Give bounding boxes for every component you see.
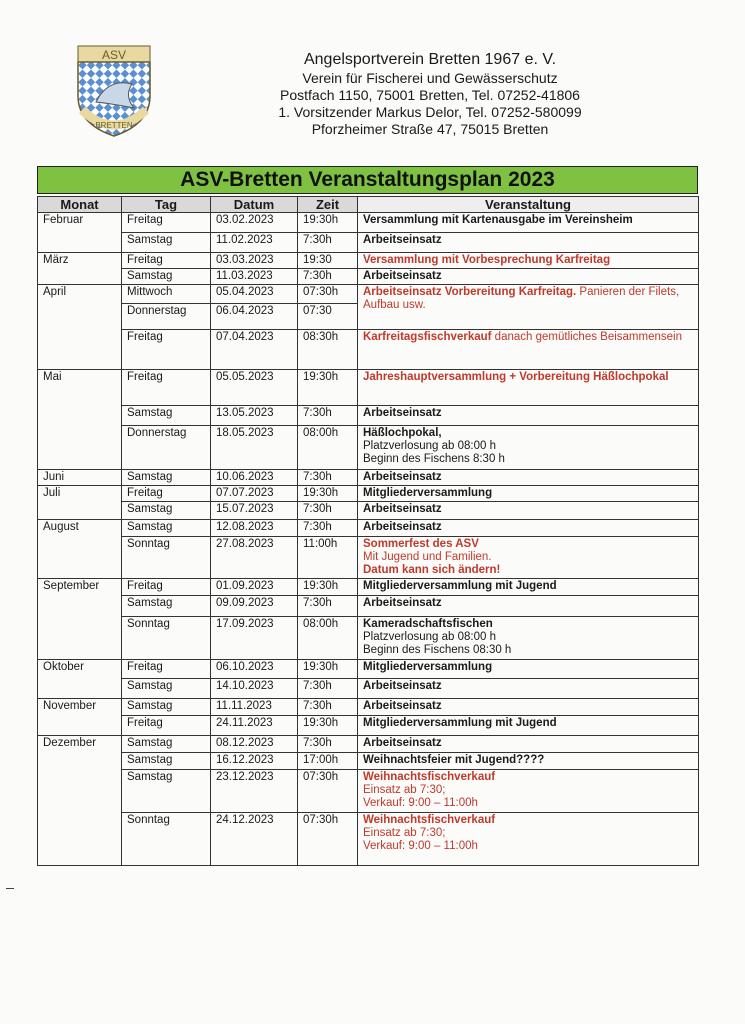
event-text: Arbeitseinsatz	[363, 680, 442, 692]
club-postal-address: Postfach 1150, 75001 Bretten, Tel. 07252-41806	[280, 87, 580, 103]
date-cell: 27.08.2023	[211, 537, 298, 579]
club-name: Angelsportverein Bretten 1967 e. V.	[303, 51, 557, 68]
date-cell: 18.05.2023	[211, 426, 298, 470]
event-text: Karfreitagsfischverkauf	[363, 331, 492, 343]
event-text: Sommerfest des ASV	[363, 538, 479, 550]
time-cell: 19:30h	[298, 579, 358, 596]
day-cell: Samstag	[122, 520, 211, 537]
logo-bottom-text: BRETTEN	[95, 121, 133, 130]
day-cell: Freitag	[122, 330, 211, 370]
date-cell: 11.11.2023	[211, 699, 298, 716]
month-cell: November	[38, 699, 122, 736]
event-cell	[358, 679, 699, 699]
date-cell: 10.06.2023	[211, 470, 298, 486]
time-cell: 19:30h	[298, 370, 358, 406]
event-cell	[358, 736, 699, 753]
asv-logo	[74, 44, 154, 138]
date-cell: 09.09.2023	[211, 596, 298, 617]
table-row	[38, 716, 699, 736]
event-text: Platzverlosung ab 08:00 h Beginn des Fischens 08:30 h	[363, 631, 512, 656]
event-text: Häßlochpokal,	[363, 427, 442, 439]
date-cell: 15.07.2023	[211, 502, 298, 520]
table-row	[38, 736, 699, 753]
table-row	[38, 370, 699, 406]
date-cell: 14.10.2023	[211, 679, 298, 699]
event-text: Kameradschaftsfischen	[363, 618, 493, 630]
day-cell: Mittwoch	[122, 285, 211, 304]
event-text: Arbeitseinsatz	[363, 700, 442, 712]
event-text: Mitgliederversammlung	[363, 487, 493, 499]
logo-top-text: ASV	[101, 48, 127, 62]
time-cell: 07:30	[298, 304, 358, 330]
event-text: Arbeitseinsatz	[363, 521, 442, 533]
table-row	[38, 269, 699, 285]
day-cell: Sonntag	[122, 537, 211, 579]
event-cell	[358, 699, 699, 716]
event-text: Arbeitseinsatz	[363, 503, 442, 515]
table-row	[38, 486, 699, 502]
table-row	[38, 699, 699, 716]
club-subtitle: Verein für Fischerei und Gewässerschutz	[302, 70, 558, 86]
month-cell: April	[38, 285, 122, 370]
date-cell: 17.09.2023	[211, 617, 298, 660]
table-row	[38, 617, 699, 660]
time-cell: 08:00h	[298, 617, 358, 660]
date-cell: 11.03.2023	[211, 269, 298, 285]
table-row	[38, 253, 699, 269]
date-cell: 24.12.2023	[211, 813, 298, 866]
time-cell: 7:30h	[298, 520, 358, 537]
club-header	[230, 50, 630, 138]
table-row	[38, 426, 699, 470]
table-row	[38, 470, 699, 486]
time-cell: 08:30h	[298, 330, 358, 370]
table-row	[38, 213, 699, 233]
time-cell: 08:00h	[298, 426, 358, 470]
table-row	[38, 285, 699, 304]
event-text: Datum kann sich ändern!	[363, 564, 501, 576]
day-cell: Freitag	[122, 660, 211, 679]
event-text: Weihnachtsfischverkauf	[363, 814, 496, 826]
table-row	[38, 502, 699, 520]
time-cell: 7:30h	[298, 406, 358, 426]
event-text: Arbeitseinsatz Vorbereitung Karfreitag.	[363, 286, 577, 298]
day-cell: Freitag	[122, 579, 211, 596]
date-cell: 06.10.2023	[211, 660, 298, 679]
day-cell: Sonntag	[122, 813, 211, 866]
month-cell: März	[38, 253, 122, 285]
date-cell: 08.12.2023	[211, 736, 298, 753]
event-cell	[358, 233, 699, 253]
event-cell	[358, 269, 699, 285]
day-cell: Samstag	[122, 770, 211, 813]
event-cell	[358, 520, 699, 537]
event-text: Arbeitseinsatz	[363, 471, 442, 483]
month-cell: August	[38, 520, 122, 579]
time-cell: 19:30h	[298, 660, 358, 679]
column-header-month: Monat	[38, 197, 122, 213]
day-cell: Donnerstag	[122, 426, 211, 470]
month-cell: Februar	[38, 213, 122, 253]
time-cell: 19:30h	[298, 716, 358, 736]
date-cell: 05.04.2023	[211, 285, 298, 304]
time-cell: 7:30h	[298, 502, 358, 520]
date-cell: 11.02.2023	[211, 233, 298, 253]
day-cell: Samstag	[122, 502, 211, 520]
event-text: Mitgliederversammlung mit Jugend	[363, 580, 557, 592]
time-cell: 19:30h	[298, 213, 358, 233]
event-cell	[358, 253, 699, 269]
table-row	[38, 679, 699, 699]
event-cell	[358, 753, 699, 770]
table-row	[38, 753, 699, 770]
time-cell: 7:30h	[298, 470, 358, 486]
date-cell: 16.12.2023	[211, 753, 298, 770]
day-cell: Sonntag	[122, 617, 211, 660]
time-cell: 7:30h	[298, 269, 358, 285]
day-cell: Freitag	[122, 253, 211, 269]
time-cell: 17:00h	[298, 753, 358, 770]
plan-title: ASV-Bretten Veranstaltungsplan 2023	[37, 166, 698, 194]
event-text: Arbeitseinsatz	[363, 597, 442, 609]
event-cell	[358, 813, 699, 866]
table-row	[38, 596, 699, 617]
time-cell: 7:30h	[298, 596, 358, 617]
day-cell: Freitag	[122, 486, 211, 502]
event-cell	[358, 617, 699, 660]
date-cell: 13.05.2023	[211, 406, 298, 426]
day-cell: Samstag	[122, 470, 211, 486]
event-cell	[358, 486, 699, 502]
column-header-date: Datum	[211, 197, 298, 213]
margin-mark	[6, 888, 14, 889]
event-cell	[358, 370, 699, 406]
time-cell: 07:30h	[298, 285, 358, 304]
day-cell: Samstag	[122, 699, 211, 716]
time-cell: 7:30h	[298, 233, 358, 253]
table-row	[38, 660, 699, 679]
column-header-event: Veranstaltung	[358, 197, 699, 213]
event-cell	[358, 470, 699, 486]
date-cell: 06.04.2023	[211, 304, 298, 330]
event-text: Jahreshauptversammlung + Vorbereitung Häßlochpokal	[363, 371, 669, 383]
table-row	[38, 520, 699, 537]
event-cell	[358, 285, 699, 330]
event-cell	[358, 579, 699, 596]
day-cell: Donnerstag	[122, 304, 211, 330]
event-cell	[358, 596, 699, 617]
day-cell: Samstag	[122, 406, 211, 426]
event-text: danach gemütliches Beisammensein	[491, 331, 682, 343]
table-header-row	[38, 197, 699, 213]
event-text: Einsatz ab 7:30; Verkauf: 9:00 – 11:00h	[363, 784, 478, 809]
club-chairman: 1. Vorsitzender Markus Delor, Tel. 07252-580099	[278, 104, 582, 120]
day-cell: Samstag	[122, 679, 211, 699]
event-text: Einsatz ab 7:30; Verkauf: 9:00 – 11:00h	[363, 827, 478, 852]
event-text: Arbeitseinsatz	[363, 407, 442, 419]
event-text: Platzverlosung ab 08:00 h Beginn des Fischens 8:30 h	[363, 440, 505, 465]
table-row	[38, 233, 699, 253]
event-cell	[358, 770, 699, 813]
time-cell: 7:30h	[298, 679, 358, 699]
date-cell: 05.05.2023	[211, 370, 298, 406]
month-cell: Oktober	[38, 660, 122, 699]
table-row	[38, 579, 699, 596]
event-text: Arbeitseinsatz	[363, 234, 442, 246]
date-cell: 07.07.2023	[211, 486, 298, 502]
event-cell	[358, 213, 699, 233]
day-cell: Freitag	[122, 213, 211, 233]
event-schedule-table	[37, 196, 699, 866]
event-cell	[358, 426, 699, 470]
day-cell: Samstag	[122, 596, 211, 617]
event-text: Mit Jugend und Familien.	[363, 551, 492, 563]
event-text: Versammlung mit Kartenausgabe im Vereinsheim	[363, 214, 633, 226]
table-row	[38, 813, 699, 866]
time-cell: 7:30h	[298, 736, 358, 753]
time-cell: 07:30h	[298, 813, 358, 866]
month-cell: Juli	[38, 486, 122, 520]
table-row	[38, 537, 699, 579]
event-text: Weihnachtsfeier mit Jugend????	[363, 754, 545, 766]
column-header-day: Tag	[122, 197, 211, 213]
date-cell: 24.11.2023	[211, 716, 298, 736]
column-header-time: Zeit	[298, 197, 358, 213]
date-cell: 01.09.2023	[211, 579, 298, 596]
event-text: Arbeitseinsatz	[363, 270, 442, 282]
time-cell: 7:30h	[298, 699, 358, 716]
day-cell: Samstag	[122, 269, 211, 285]
event-text: Mitgliederversammlung	[363, 661, 493, 673]
event-cell	[358, 660, 699, 679]
day-cell: Samstag	[122, 753, 211, 770]
day-cell: Samstag	[122, 233, 211, 253]
month-cell: September	[38, 579, 122, 660]
time-cell: 11:00h	[298, 537, 358, 579]
table-row	[38, 770, 699, 813]
event-text: Versammlung mit Vorbesprechung Karfreitag	[363, 254, 611, 266]
event-cell	[358, 406, 699, 426]
date-cell: 03.03.2023	[211, 253, 298, 269]
table-row	[38, 330, 699, 370]
event-cell	[358, 330, 699, 370]
time-cell: 07:30h	[298, 770, 358, 813]
date-cell: 03.02.2023	[211, 213, 298, 233]
event-text: Weihnachtsfischverkauf	[363, 771, 496, 783]
day-cell: Samstag	[122, 736, 211, 753]
day-cell: Freitag	[122, 716, 211, 736]
event-cell	[358, 716, 699, 736]
event-text: Panieren der Filets, Aufbau usw.	[363, 286, 680, 311]
table-body	[38, 213, 699, 866]
time-cell: 19:30	[298, 253, 358, 269]
day-cell: Freitag	[122, 370, 211, 406]
month-cell: Juni	[38, 470, 122, 486]
date-cell: 07.04.2023	[211, 330, 298, 370]
time-cell: 19:30h	[298, 486, 358, 502]
date-cell: 23.12.2023	[211, 770, 298, 813]
month-cell: Mai	[38, 370, 122, 470]
table-row	[38, 406, 699, 426]
club-street-address: Pforzheimer Straße 47, 75015 Bretten	[311, 121, 549, 137]
date-cell: 12.08.2023	[211, 520, 298, 537]
event-text: Mitgliederversammlung mit Jugend	[363, 717, 557, 729]
month-cell: Dezember	[38, 736, 122, 866]
event-cell	[358, 537, 699, 579]
event-cell	[358, 502, 699, 520]
event-text: Arbeitseinsatz	[363, 737, 442, 749]
